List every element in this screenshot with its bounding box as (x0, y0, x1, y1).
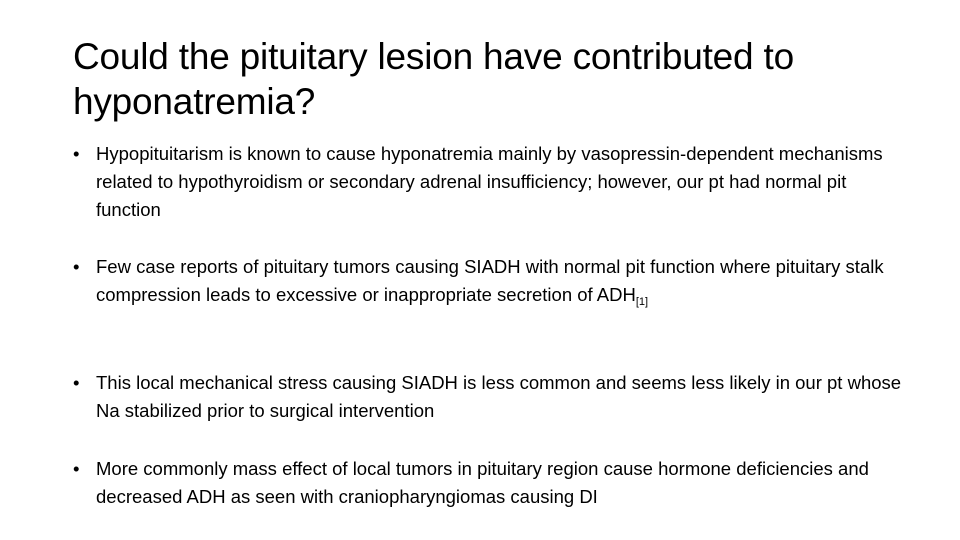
bullet-item (73, 253, 916, 309)
bullet-text: Hypopituitarism is known to cause hyponatremia mainly by vasopressin-dependent mechanisms related to hypothyroidism or secondary adrenal insufficiency; however, our pt had normal pit function (96, 143, 883, 220)
bullet-text: More commonly mass effect of local tumors in pituitary region cause hormone deficiencies and decreased ADH as seen with craniopharyngiomas causing DI (96, 458, 869, 507)
reference-subscript: [1] (635, 296, 649, 308)
bullet-dot: • (73, 458, 80, 479)
bullet-dot: • (73, 372, 80, 393)
bullet-dot: • (73, 256, 80, 277)
bullet-text: Few case reports of pituitary tumors causing SIADH with normal pit function where pituitary stalk compression leads to excessive or inappropriate secretion of ADH (96, 256, 884, 305)
bullet-text: This local mechanical stress causing SIADH is less common and seems less likely in our pt whose Na stabilized prior to surgical intervention (96, 372, 902, 421)
bullet-item (73, 140, 916, 224)
slide-title: Could the pituitary lesion have contributed to hyponatremia? (73, 36, 794, 122)
bullet-dot: • (73, 143, 80, 164)
bullet-item (73, 369, 916, 425)
bullet-item (73, 455, 916, 511)
